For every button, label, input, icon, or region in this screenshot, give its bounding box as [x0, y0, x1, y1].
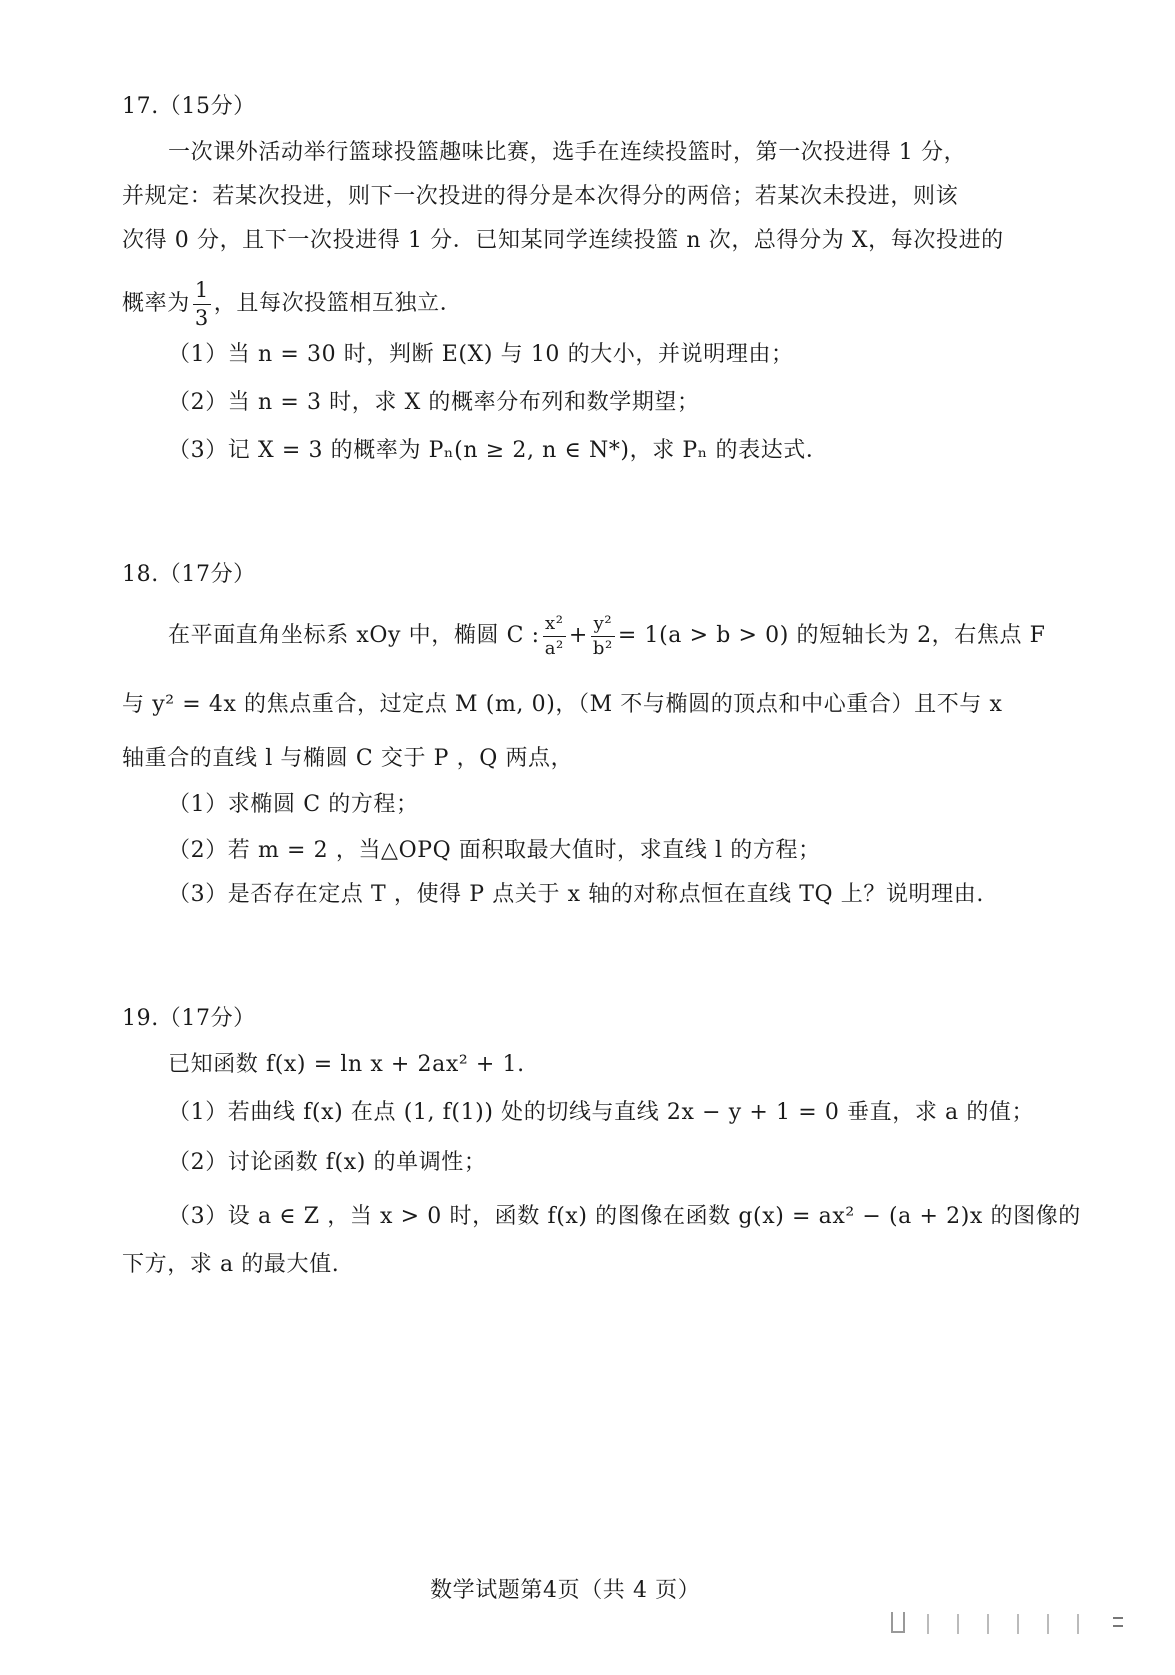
fraction-numerator: x²: [543, 615, 566, 637]
q18-ellipse-x-fraction: [543, 612, 566, 659]
plus-sign: +: [568, 623, 588, 648]
q17-part-2: （2）当 n = 3 时，求 X 的概率分布列和数学期望；: [168, 390, 700, 415]
q17-stem-line-2: 并规定：若某次投进，则下一次投进的得分是本次得分的两倍；若某次未投进，则该: [122, 184, 959, 209]
page-footer: 数学试题第4页（共 4 页）: [430, 1578, 701, 1603]
q18-ellipse-y-fraction: [591, 612, 615, 659]
q19-part-3-line-1: （3）设 a ∈ Z ，当 x > 0 时，函数 f(x) 的图像在函数 g(x) = ax² − (a + 2)x 的图像的: [168, 1204, 1081, 1229]
q19-part-2: （2）讨论函数 f(x) 的单调性；: [168, 1150, 487, 1175]
q19-stem: 已知函数 f(x) = ln x + 2ax² + 1.: [168, 1052, 525, 1077]
q18-heading: 18.（17分）: [122, 562, 256, 587]
q17-stem-line-3: 次得 0 分，且下一次投进得 1 分．已知某同学连续投篮 n 次，总得分为 X，每次投进的: [122, 228, 1004, 253]
q18-part-2: （2）若 m = 2 ，当△OPQ 面积取最大值时，求直线 l 的方程；: [168, 838, 821, 863]
q18-part-1: （1）求椭圆 C 的方程；: [168, 792, 419, 817]
q19-heading: 19.（17分）: [122, 1006, 256, 1031]
q18-stem-prefix: 在平面直角坐标系 xOy 中，椭圆 C :: [168, 623, 540, 648]
fraction-denominator: 3: [194, 305, 209, 330]
q17-heading: 17.（15分）: [122, 94, 256, 119]
scan-artifact-marks: [888, 1610, 1128, 1638]
q18-part-3: （3）是否存在定点 T ，使得 P 点关于 x 轴的对称点恒在直线 TQ 上？说明理由.: [168, 882, 984, 907]
fraction-numerator: y²: [591, 615, 615, 637]
fraction-denominator: b²: [592, 637, 613, 659]
q17-part-1: （1）当 n = 30 时，判断 E(X) 与 10 的大小，并说明理由；: [168, 342, 794, 367]
q17-stem-line-4: [122, 276, 462, 332]
q18-stem-line-1: [168, 608, 1046, 664]
q17-prob-suffix: ，且每次投篮相互独立．: [213, 291, 463, 316]
q17-probability-fraction: [193, 277, 211, 330]
q18-stem-suffix: = 1(a > b > 0) 的短轴长为 2，右焦点 F: [617, 623, 1046, 648]
q19-part-3-line-2: 下方，求 a 的最大值.: [122, 1252, 340, 1277]
fraction-numerator: 1: [193, 280, 211, 305]
fraction-denominator: a²: [544, 637, 564, 659]
q19-part-1: （1）若曲线 f(x) 在点 (1, f(1)) 处的切线与直线 2x − y + 1 = 0 垂直，求 a 的值；: [168, 1100, 1035, 1125]
q17-part-3: （3）记 X = 3 的概率为 Pₙ(n ≥ 2, n ∈ N*)，求 Pₙ 的表达式．: [168, 438, 829, 463]
q18-stem-line-3: 轴重合的直线 l 与椭圆 C 交于 P ，Q 两点，: [122, 746, 574, 771]
q17-prob-prefix: 概率为: [122, 291, 190, 316]
q17-stem-line-1: 一次课外活动举行篮球投篮趣味比赛，选手在连续投篮时，第一次投进得 1 分，: [168, 140, 967, 165]
q18-stem-line-2: 与 y² = 4x 的焦点重合，过定点 M (m, 0)，（M 不与椭圆的顶点和中心重合）且不与 x: [122, 692, 1003, 717]
